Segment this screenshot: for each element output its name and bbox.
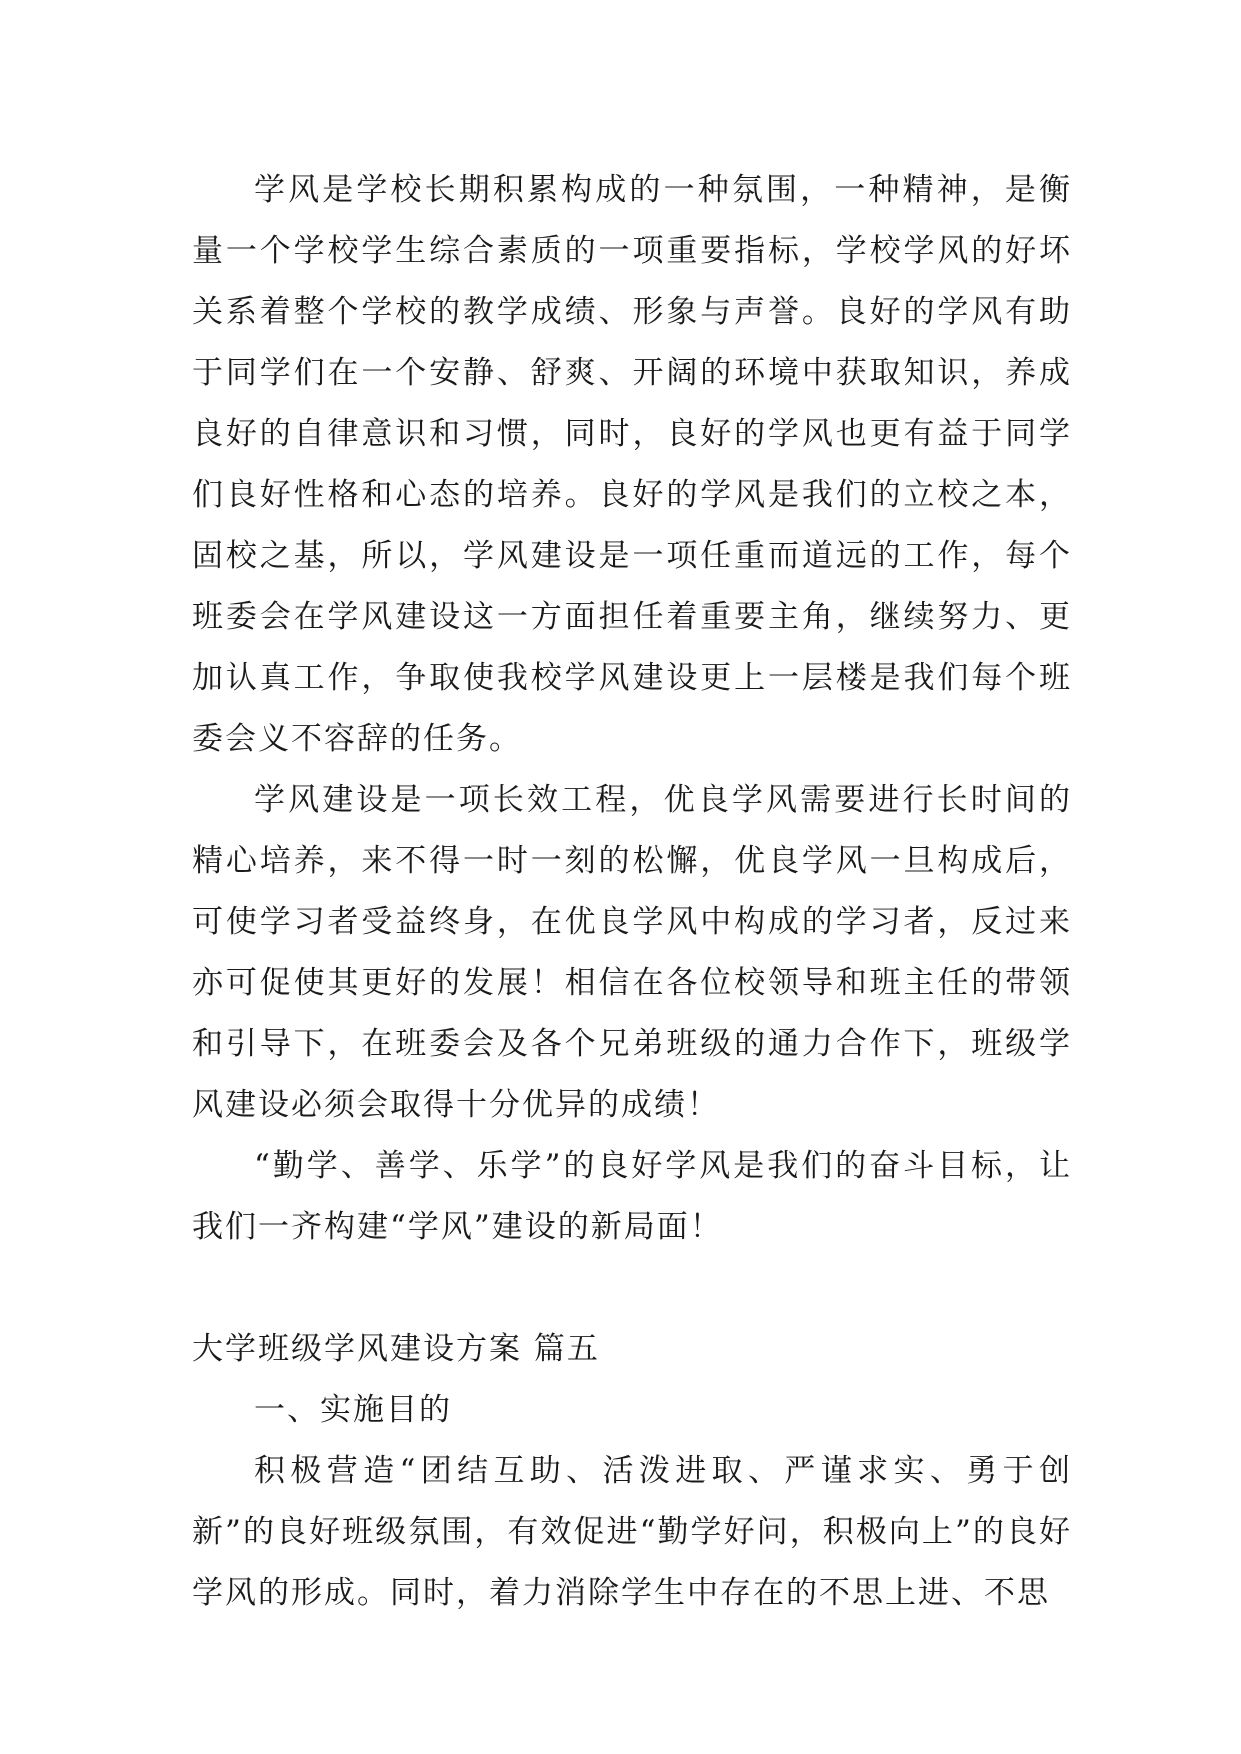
body-paragraph-1: 学风是学校长期积累构成的一种氛围，一种精神，是衡量一个学校学生综合素质的一项重要指标，学校学风的好坏关系着整个学校的教学成绩、形象与声誉。良好的学风有助于同学们在一个安静、舒爽、开阔的环境中获取知识，养成良好的自律意识和习惯，同时，良好的学风也更有益于同学们良好性格和心态的培养。良好的学风是我们的立校之本，固校之基，所以，学风建设是一项任重而道远的工作，每个班委会在学风建设这一方面担任着重要主角，继续努力、更加认真工作，争取使我校学风建设更上一层楼是我们每个班委会义不容辞的任务。 [192, 172, 1072, 757]
subsection-title: 一、实施目的 [254, 1392, 452, 1428]
body-paragraph-3: “勤学、善学、乐学”的良好学风是我们的奋斗目标，让我们一齐构建“学风”建设的新局面！ [192, 1148, 1072, 1245]
document-body [192, 160, 1072, 1624]
section-paragraph: 积极营造“团结互助、活泼进取、严谨求实、勇于创新”的良好班级氛围，有效促进“勤学好问，积极向上”的良好学风的形成。同时，着力消除学生中存在的不思上进、不思 [192, 1453, 1072, 1611]
section-title: 大学班级学风建设方案 篇五 [192, 1331, 600, 1367]
body-paragraph-2: 学风建设是一项长效工程，优良学风需要进行长时间的精心培养，来不得一时一刻的松懈，优良学风一旦构成后，可使学习者受益终身，在优良学风中构成的学习者，反过来亦可促使其更好的发展！相信在各位校领导和班主任的带领和引导下，在班委会及各个兄弟班级的通力合作下，班级学风建设必须会取得十分优异的成绩！ [192, 782, 1072, 1123]
